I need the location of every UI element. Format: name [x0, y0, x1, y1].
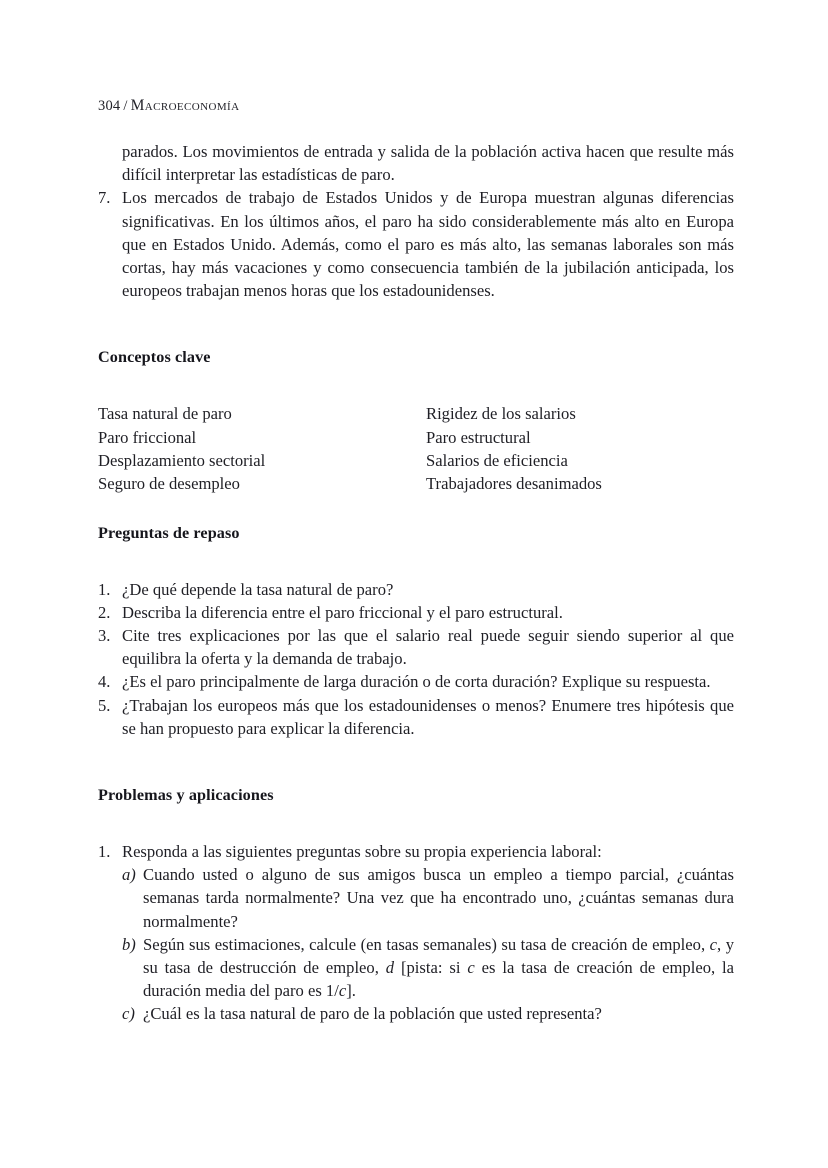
list-item-text: Cite tres explicaciones por las que el salario real puede seguir siendo superior al que equilibra la oferta y la demanda de trabajo. [122, 626, 734, 669]
review-questions-list [98, 578, 734, 740]
problems-sub-list [98, 863, 734, 1025]
sub-text-part-2: , y su tasa de destrucción de empleo, [143, 934, 734, 978]
table-row [98, 402, 734, 425]
list-item-text: ¿Es el paro principalmente de larga duración o de corta duración? Explique su respuesta. [122, 672, 711, 692]
table-row [98, 472, 734, 495]
list-item-marker: 5. [98, 695, 111, 715]
sub-text-part-3: [pista: si [394, 958, 468, 978]
running-head-separator: / [123, 98, 128, 114]
sub-list-item [98, 933, 734, 1003]
heading-problemas-y-aplicaciones: Problemas y aplicaciones [98, 786, 274, 805]
list-item-text: Los mercados de trabajo de Estados Unidos y de Europa muestran algunas diferencias significativas. En los últimos años, el paro ha sido considerablemente más alto en Europa que en Estados Unido. Además, como el paro es más alto, las semanas laborales son más cortas, hay más vacaciones y como consecuencia también de la jubilación anticipada, los europeos trabajan menos horas que los estadounidenses. [122, 188, 734, 301]
list-item [98, 670, 734, 693]
key-terms-table [98, 402, 734, 495]
spacer [98, 302, 734, 346]
table-row [98, 426, 734, 449]
summary-numbered-list [98, 186, 734, 302]
sub-list-item [98, 863, 734, 933]
spacer [98, 740, 734, 784]
sub-text-part-1: Según sus estimaciones, calcule (en tasas semanales) su tasa de creación de empleo, [143, 934, 710, 954]
key-term: Trabajadores desanimados [426, 474, 602, 494]
key-term: Rigidez de los salarios [426, 404, 576, 424]
list-item-marker: 3. [98, 626, 111, 646]
list-item-text: ¿De qué depende la tasa natural de paro? [122, 579, 394, 599]
table-row [98, 449, 734, 472]
page-folio-number: 304 [98, 98, 121, 114]
list-item-marker: 2. [98, 602, 111, 622]
running-head [98, 97, 239, 115]
text-column [98, 140, 734, 1026]
sub-text-part-5: ]. [346, 981, 356, 1001]
list-item-text: Responda a las siguientes preguntas sobre su propia experiencia laboral: [122, 842, 602, 862]
list-item-marker: 1. [98, 579, 111, 599]
sub-list-item-text: Cuando usted o alguno de sus amigos busca un empleo a tiempo parcial, ¿cuántas semanas tarda normalmente? Una vez que ha encontrado uno, ¿cuántas semanas dura normalmente? [143, 865, 734, 931]
continuation-paragraph: parados. Los movimientos de entrada y salida de la población activa hacen que resulte más difícil interpretar las estadísticas de paro. [122, 142, 734, 185]
math-variable-c: c [467, 958, 475, 978]
list-item [98, 694, 734, 740]
list-item-marker: 7. [98, 188, 111, 208]
problems-list [98, 840, 734, 863]
spacer [98, 806, 734, 840]
sub-list-item-marker: b) [122, 934, 136, 954]
spacer [98, 496, 734, 522]
list-item [98, 186, 734, 302]
spacer [98, 368, 734, 402]
heading-preguntas-de-repaso: Preguntas de repaso [98, 523, 240, 542]
running-head-book-title: Macroeconomía [130, 97, 240, 114]
list-item [98, 840, 734, 863]
key-term: Seguro de desempleo [98, 474, 240, 494]
sub-list-item-text [143, 933, 734, 1003]
sub-list-item-marker: a) [122, 865, 136, 885]
spacer [98, 544, 734, 578]
sub-list-item-text: ¿Cuál es la tasa natural de paro de la población que usted representa? [143, 1004, 602, 1024]
math-variable-d: d [385, 958, 395, 978]
list-item-marker: 4. [98, 672, 111, 692]
sub-list-item-marker: c) [122, 1004, 135, 1024]
key-term: Paro estructural [426, 427, 531, 447]
list-item-text: Describa la diferencia entre el paro friccional y el paro estructural. [122, 602, 563, 622]
math-variable-c: c [338, 981, 347, 1001]
key-term: Salarios de eficiencia [426, 451, 568, 471]
key-term: Desplazamiento sectorial [98, 451, 266, 471]
list-item [98, 624, 734, 670]
list-item-marker: 1. [98, 842, 111, 862]
heading-conceptos-clave: Conceptos clave [98, 348, 211, 367]
key-term: Paro friccional [98, 427, 197, 447]
sub-text-part-4: es la tasa de creación de empleo, la duración media del paro es 1/ [143, 958, 735, 1001]
list-item [98, 601, 734, 624]
math-variable-c: c [709, 934, 718, 954]
list-item [98, 578, 734, 601]
list-item-text: ¿Trabajan los europeos más que los estadounidenses o menos? Enumere tres hipótesis que se han propuesto para explicar la diferencia. [122, 695, 734, 738]
key-term: Tasa natural de paro [98, 404, 232, 424]
sub-list-item [98, 1002, 734, 1025]
